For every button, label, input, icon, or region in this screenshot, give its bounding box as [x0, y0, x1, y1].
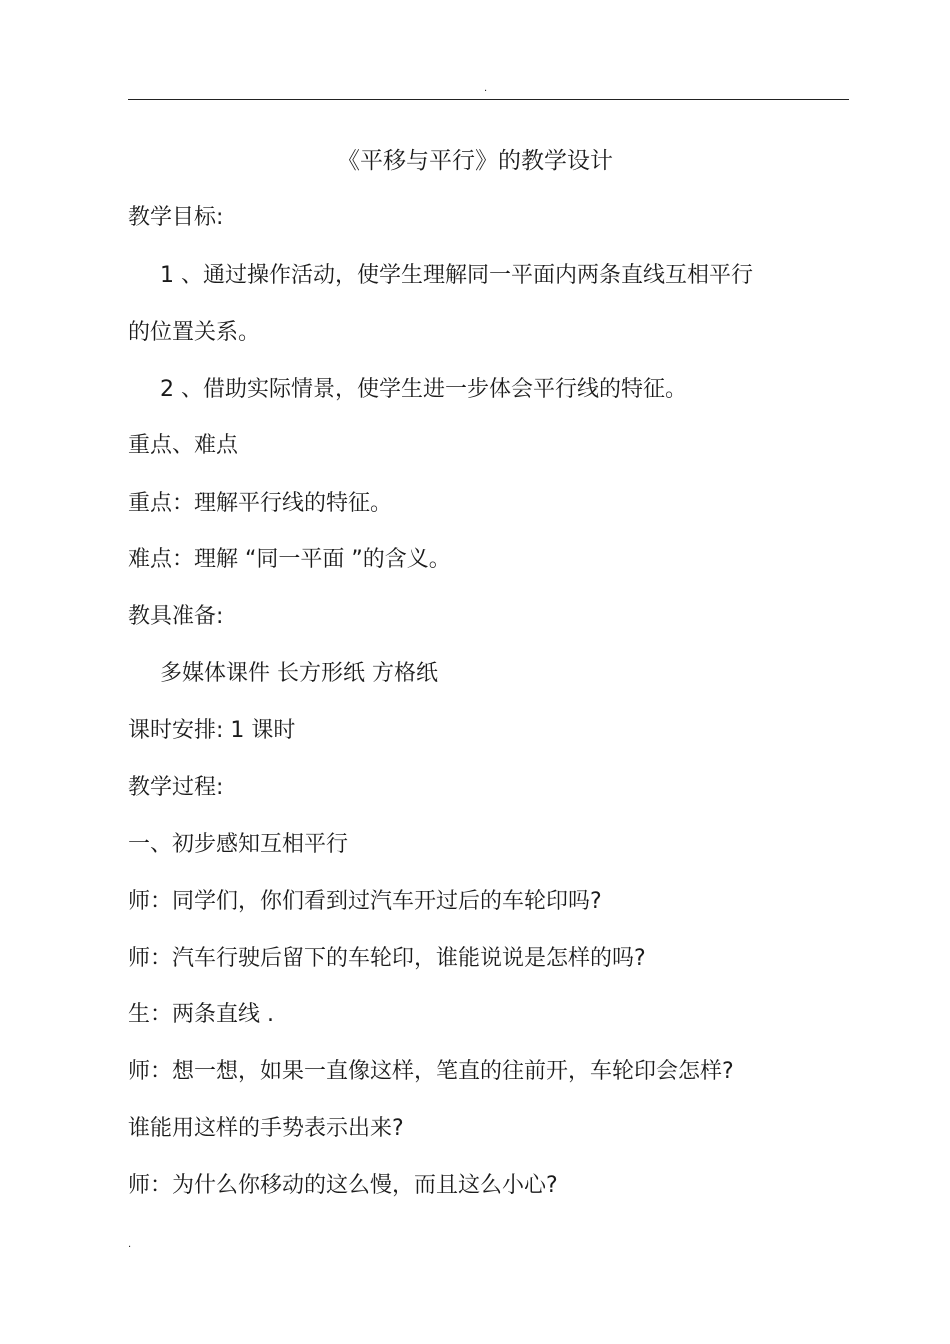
- section-heading-objectives: 教学目标:: [128, 205, 224, 230]
- footer-dot: .: [128, 1239, 132, 1250]
- lesson-duration: 课时安排: 1 课时: [128, 718, 296, 743]
- materials-list: 多媒体课件 长方形纸 方格纸: [160, 661, 438, 686]
- dialogue-line: 师：为什么你移动的这么慢，而且这么小心?: [128, 1173, 558, 1198]
- key-point: 重点：理解平行线的特征。: [128, 491, 393, 516]
- difficult-point: 难点：理解 “同一平面 ”的含义。: [128, 547, 451, 572]
- header-rule: [128, 99, 849, 100]
- dialogue-line: 师：汽车行驶后留下的车轮印，谁能说说是怎样的吗?: [128, 946, 646, 971]
- objective-2: 2 、借助实际情景，使学生进一步体会平行线的特征。: [160, 377, 687, 402]
- dialogue-line-continued: 谁能用这样的手势表示出来?: [128, 1116, 404, 1141]
- header-dot: .: [484, 83, 488, 94]
- section-heading-process: 教学过程:: [128, 775, 224, 800]
- dialogue-line: 生：两条直线 .: [128, 1002, 274, 1027]
- objective-1-continued: 的位置关系。: [128, 320, 261, 345]
- process-step-1-heading: 一、初步感知互相平行: [128, 832, 349, 857]
- document-title: 《平移与平行》的教学设计: [337, 148, 613, 174]
- section-heading-materials: 教具准备:: [128, 604, 224, 629]
- dialogue-line: 师：想一想，如果一直像这样，笔直的往前开，车轮印会怎样?: [128, 1059, 734, 1084]
- objective-1: 1 、通过操作活动，使学生理解同一平面内两条直线互相平行: [160, 263, 753, 288]
- section-heading-key-points: 重点、难点: [128, 433, 239, 458]
- dialogue-line: 师：同学们，你们看到过汽车开过后的车轮印吗?: [128, 889, 602, 914]
